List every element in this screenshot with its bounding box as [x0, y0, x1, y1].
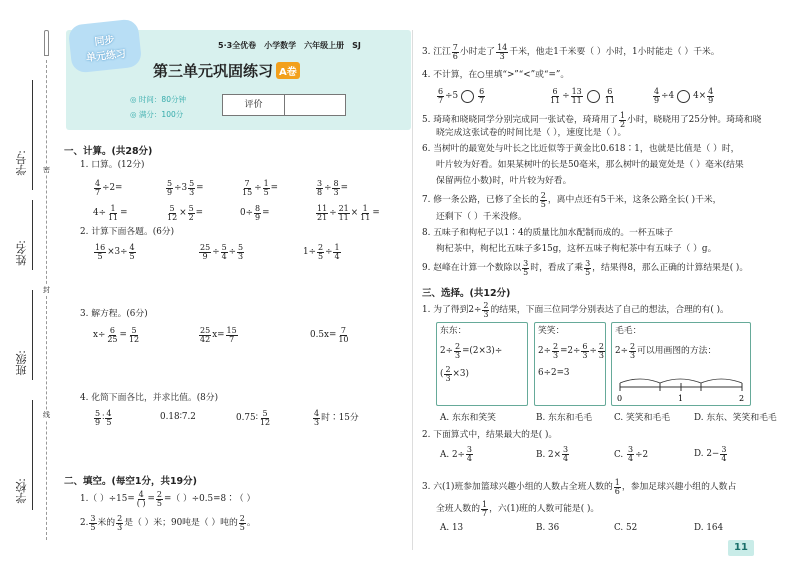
option-d[interactable]: D. 164: [694, 523, 724, 533]
option-c[interactable]: C. 52: [614, 523, 638, 533]
axis-label-0: 0: [617, 394, 623, 403]
compare-3: $\frac{4}{9}$ ÷ 4 4 × $\frac{4}{9}$: [654, 87, 714, 105]
series-bar: [218, 40, 361, 51]
section3-title: 三、选择。(共12分): [422, 288, 511, 299]
fill-1: 1.（ ）÷15= $\frac{4}{( )}$ = $\frac{2}{5}$ =（ ）÷0.5=8∶（ ）: [80, 490, 256, 508]
name-line[interactable]: [32, 200, 33, 270]
option-c[interactable]: C. 笑笑和毛毛: [614, 413, 670, 423]
fill-5-line2: 晓完成这张试卷的时间比是（ ），速度比是（ ）。: [436, 128, 627, 138]
axis-label-2: 2: [739, 394, 745, 403]
option-d[interactable]: D. 2− $\frac{3}{4}$: [694, 445, 727, 463]
option-b[interactable]: B. 36: [536, 523, 560, 533]
q4-label: 4. 化简下面各比，并求比值。(8分): [80, 393, 219, 403]
section2-title: 二、填空。(每空1分，共19分): [64, 476, 198, 487]
choice-2-options: [440, 446, 728, 463]
fill-2: 2. $\frac{3}{5}$ 米的 $\frac{2}{3}$ 是（ ）米；90吨是（ ）吨的 $\frac{2}{5}$ 。: [80, 514, 256, 532]
q2-label: 2. 计算下面各题。(6分): [80, 227, 175, 237]
unit-badge: [68, 18, 143, 73]
option-a[interactable]: A. 东东和笑笑: [440, 413, 496, 423]
choice-3: 3. 六(1)班参加篮球兴趣小组的人数占全班人数的 $\frac{1}{6}$ ，参加足球兴趣小组的人数占: [422, 478, 737, 496]
fill-9: 9. 赵峰在计算一个数除以 $\frac{3}{5}$ 时，看成了乘 $\frac{3}{5}$ ，结果得8，那么正确的计算结果是( )。: [422, 259, 749, 277]
equation-1: x÷ $\frac{6}{25}$ = $\frac{5}{12}$: [93, 326, 140, 344]
student-id-line[interactable]: [32, 80, 33, 190]
column-divider: [412, 30, 413, 550]
ratio-1: $\frac{5}{9}$ ∶ $\frac{4}{5}$: [95, 409, 112, 427]
dongdong-box: 东东： 2÷ $\frac{2}{3}$ =(2×3)÷ ( $\frac{2}{3}$ ×3): [436, 322, 528, 406]
fill-6-line2: 叶片较为好看。如果某树叶的长是50毫米，那么树叶的最宽处是（ ）毫米(结果: [436, 160, 744, 170]
seal-mark-mi: 密: [43, 166, 50, 174]
fill-3: 3. 江江 $\frac{7}{6}$ 小时走了 $\frac{14}{3}$ 千米，他走1千米要（ ）小时，1小时能走（ ）千米。: [422, 43, 720, 61]
fill-8-line2: 枸杞茶中，枸杞比五味子多15g，这杯五味子枸杞茶中有五味子（ ）g。: [436, 244, 717, 254]
number-line-diagram: [614, 365, 748, 405]
student-id-label: 学号:: [15, 150, 28, 176]
compare-circle[interactable]: [587, 90, 600, 103]
badge-line2: 单元练习: [85, 48, 127, 65]
edition: SJ: [352, 41, 361, 50]
option-b[interactable]: B. 2× $\frac{3}{4}$: [536, 445, 569, 463]
ratio-4: $\frac{4}{3}$ 时∶15分: [314, 409, 359, 427]
choice-1: 1. 为了得到2÷ $\frac{2}{3}$ 的结果，下面三位同学分别表达了自己的想法，合理的有( )。: [422, 301, 729, 319]
option-d[interactable]: D. 东东、笑笑和毛毛: [694, 413, 777, 423]
calc-2-1: 4÷ $\frac{1}{11}$ =: [93, 204, 128, 222]
binding-margin: [0, 0, 60, 575]
fill-7: 7. 修一条公路，已修了全长的 $\frac{2}{5}$ ，离中点还有5千米，这条公路全长( )千米，: [422, 191, 722, 209]
time-info: ◎ 时间：80分钟: [130, 95, 186, 104]
q3-label: 3. 解方程。(6分): [80, 309, 148, 319]
maomao-name: 毛毛：: [615, 326, 642, 336]
maomao-box: 毛毛： 2÷ $\frac{2}{3}$ 可以用画图的方法： 0 1 2: [611, 322, 751, 406]
ratio-2: 0.18∶7.2: [160, 412, 196, 422]
grade: 六年级上册: [304, 41, 345, 50]
calc-2-2: $\frac{5}{12}$ × $\frac{5}{2}$ =: [167, 204, 204, 222]
calc-3-3: 1÷ $\frac{2}{5}$ ÷ $\frac{1}{4}$: [303, 243, 340, 261]
review-input[interactable]: [285, 95, 345, 115]
option-a[interactable]: A. 13: [440, 523, 464, 533]
calc-2-3: 0÷ $\frac{8}{9}$ =: [240, 204, 270, 222]
xiaoxiao-line2: 6÷2=3: [538, 367, 570, 378]
ratio-3: 0.75∶ $\frac{5}{12}$: [236, 409, 271, 427]
calc-1-3: $\frac{7}{15}$ ÷ $\frac{1}{5}$ =: [242, 179, 279, 197]
option-c[interactable]: C. $\frac{3}{4}$ ÷2: [614, 445, 649, 463]
subject: 小学数学: [264, 41, 297, 50]
page-title: [153, 60, 300, 81]
calc-1-2: $\frac{5}{9}$ ÷3 $\frac{5}{3}$ =: [167, 179, 204, 197]
xiaoxiao-box: 笑笑： 2÷ $\frac{2}{3}$ =2÷ $\frac{6}{3}$ ÷ $\frac{2}{3}$ 6÷2=3: [534, 322, 606, 406]
class-line[interactable]: [32, 290, 33, 380]
seal-mark-xian: 线: [43, 411, 50, 419]
seal-mark-feng: 封: [43, 286, 50, 294]
section1-title: 一、计算。(共28分): [64, 146, 153, 157]
badge-line1: 同步: [94, 35, 116, 49]
fill-6-line1: 6. 当树叶的最宽处与叶长之比近似等于黄金比0.618∶1，也就是比值是（ ）时，: [422, 144, 740, 154]
fill-4: 4. 不计算，在○里填“>”“<”或“=”。: [422, 70, 570, 80]
calc-1-1: $\frac{4}{7}$ ÷2=: [95, 179, 123, 197]
title-text: 第三单元巩固练习: [153, 62, 274, 80]
calc-2-4: $\frac{11}{21}$ ÷ $\frac{21}{11}$ × $\frac{1}{11}$ =: [317, 204, 380, 222]
school-label: 学校:: [15, 478, 28, 504]
name-label: 姓名:: [15, 240, 28, 266]
option-a[interactable]: A. 2÷ $\frac{3}{4}$: [440, 445, 473, 463]
fill-7-line2: 还剩下（ ）千米没修。: [436, 212, 527, 222]
fill-5: 5. 琦琦和晓晓同学分别完成同一张试卷，琦琦用了 $\frac{1}{2}$ 小时，晓晓用了25分钟。琦琦和晓: [422, 111, 762, 129]
option-b[interactable]: B. 东东和毛毛: [536, 413, 593, 423]
calc-3-1: $\frac{16}{5}$ ×3÷ $\frac{4}{5}$: [95, 243, 135, 261]
dongdong-name: 东东：: [440, 326, 467, 336]
class-label: 班级:: [15, 350, 28, 376]
compare-circle[interactable]: [461, 90, 474, 103]
choice-3-options: [440, 523, 723, 534]
xiaoxiao-name: 笑笑：: [538, 326, 565, 336]
fill-6-line3: 保留两位小数)时，叶片较为好看。: [436, 176, 572, 186]
fill-8-line1: 8. 五味子和枸杞子以1∶4的质量比加水配制而成的。一杯五味子: [422, 228, 674, 238]
school-line[interactable]: [32, 400, 33, 510]
choice-1-options: [440, 413, 777, 424]
score-info: ◎ 满分：100分: [130, 110, 184, 119]
axis-label-1: 1: [678, 394, 684, 403]
compare-2: $\frac{6}{11}$ ÷ $\frac{13}{11}$ $\frac{6}{11}$: [550, 87, 615, 105]
choice-3-line2: 全班人数的 $\frac{1}{7}$ ，六(1)班的人数可能是( )。: [436, 500, 600, 518]
compare-circle[interactable]: [677, 90, 690, 103]
calc-3-2: $\frac{25}{9}$ ÷ $\frac{5}{4}$ ÷ $\frac{5}{3}$: [200, 243, 244, 261]
compare-1: $\frac{6}{7}$ ÷5 $\frac{6}{7}$: [438, 87, 485, 105]
pencil-icon: [44, 30, 49, 56]
equation-3: 0.5x= $\frac{7}{10}$: [310, 326, 349, 344]
choice-2: 2. 下面算式中，结果最大的是( )。: [422, 430, 558, 440]
title-tag: A卷: [276, 62, 300, 79]
series-name: 5·3全优卷: [218, 41, 257, 50]
review-label: 评价: [223, 95, 285, 115]
page-number: 11: [728, 540, 754, 556]
equation-2: $\frac{25}{42}$ x= $\frac{15}{7}$: [200, 326, 237, 344]
review-box: [222, 94, 346, 116]
calc-1-4: $\frac{3}{8}$ ÷ $\frac{8}{3}$ =: [317, 179, 348, 197]
q1-label: 1. 口算。(12分): [80, 160, 145, 170]
